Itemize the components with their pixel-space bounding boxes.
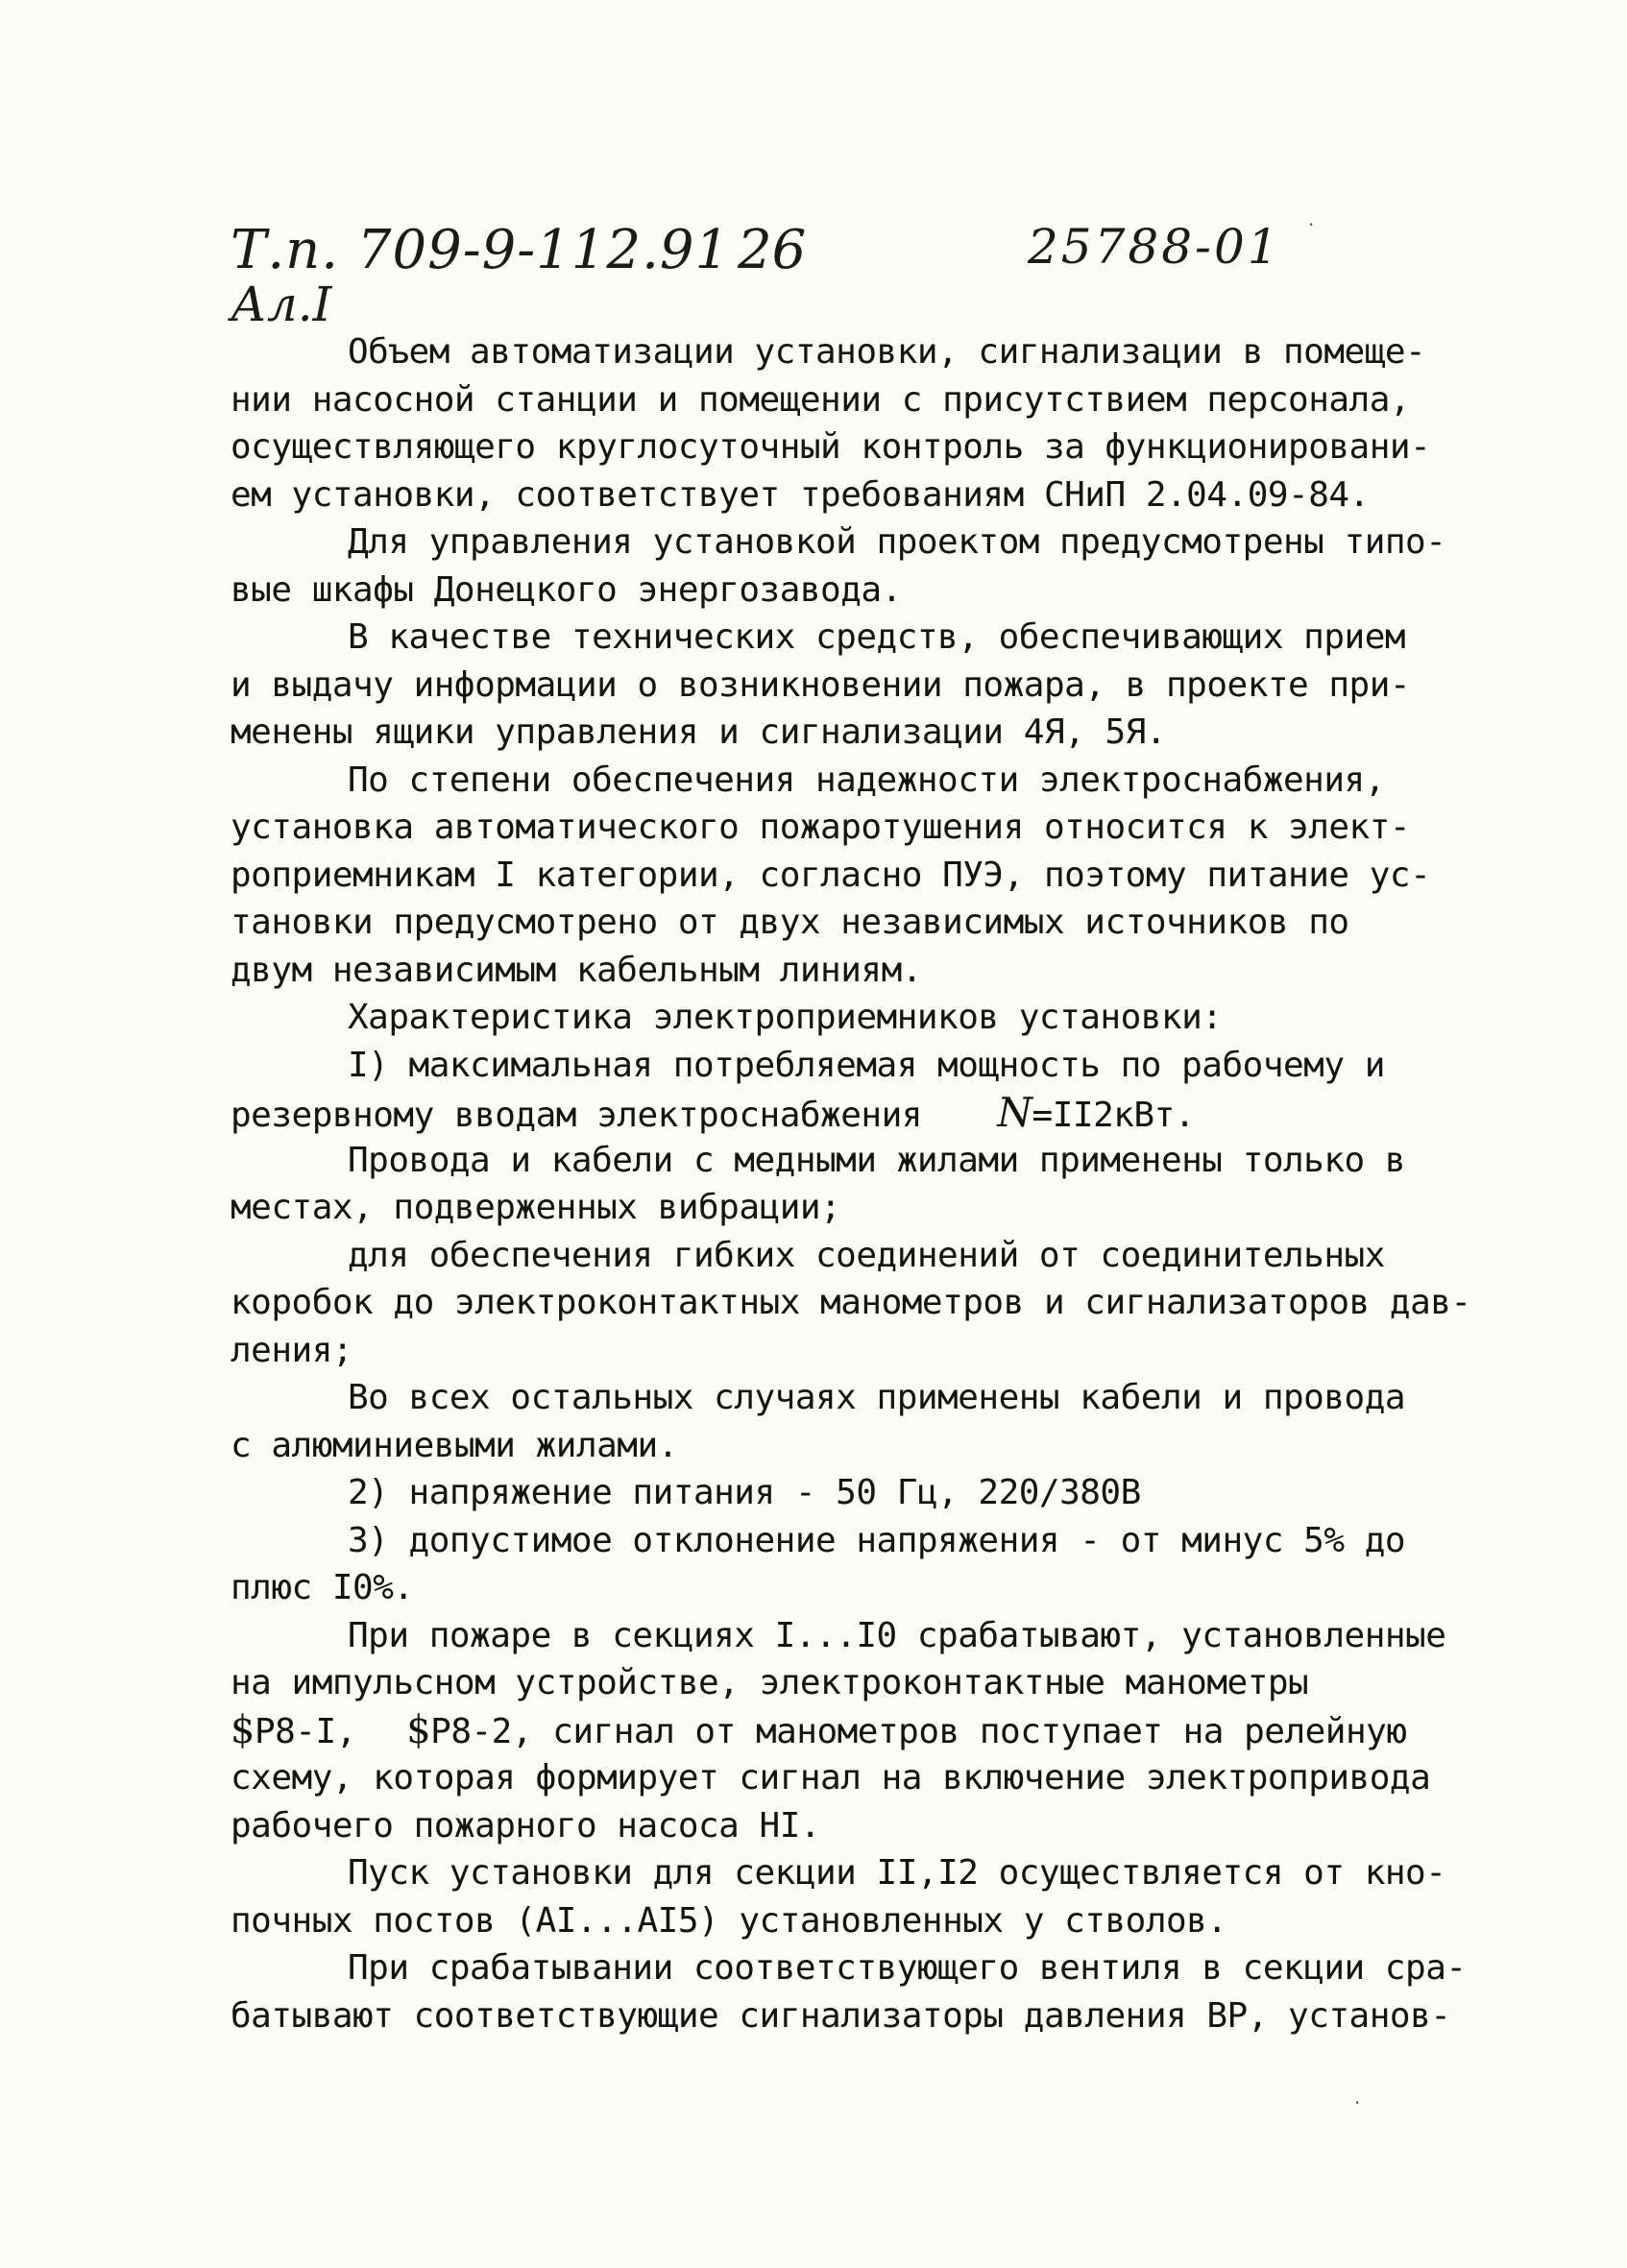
text-line: В качестве технических средств, обеспечивающих прием (348, 617, 1406, 657)
text-line: ем установки, соответствует требованиям СНиП 2.04.09-84. (231, 474, 1370, 515)
manometer-glyph: $ (231, 1707, 255, 1752)
text-line: вые шкафы Донецкого энергозавода. (231, 569, 902, 610)
text-line: нии насосной станции и помещении с присутствием персонала, (231, 379, 1411, 420)
text-line: По степени обеспечения надежности электроснабжения, (348, 760, 1385, 800)
power-line (231, 1089, 1402, 1137)
text-line: батывают соответствующие сигнализаторы давления ВР, установ- (231, 1995, 1451, 2036)
page-number: 26 (738, 219, 807, 281)
text-line: Во всех остальных случаях применены кабели и провода (348, 1378, 1406, 1417)
text-line: на импульсном устройстве, электроконтактные манометры (231, 1663, 1309, 1702)
manometer-label-1: Р8-I, (254, 1711, 356, 1751)
project-designation: Т.п. 709-9-112.91 (231, 219, 731, 281)
text-line: I) максимальная потребляемая мощность по рабочему и (348, 1045, 1385, 1085)
text-line: установка автоматического пожаротушения относится к элект- (231, 808, 1411, 847)
text-line: Для управления установкой проектом предусмотрены типо- (348, 522, 1446, 562)
text-line: рабочего пожарного насоса НI. (231, 1805, 821, 1846)
text-line: тановки предусмотрено от двух независимых источников по (231, 903, 1349, 942)
text-line: и выдачу информации о возникновении пожара, в проекте при- (231, 664, 1411, 705)
manometer-label-2: Р8-2, сигнал от манометров поступает на релейную (430, 1711, 1407, 1751)
text-line: схему, которая формирует сигнал на включение электропривода (231, 1758, 1431, 1798)
text-line: ления; (231, 1330, 353, 1370)
body-text (231, 328, 1471, 2039)
text-line: плюс I0%. (231, 1568, 414, 1607)
manometer-glyph: $ (406, 1707, 431, 1752)
power-symbol: N (997, 1089, 1032, 1136)
text-line: Объем автоматизации установки, сигнализации в помеще- (348, 332, 1426, 372)
text-line: При срабатывании соответствующего вентиля в секции сра- (348, 1948, 1467, 1988)
text-line: Пуск установки для секции II,I2 осуществляется от кно- (348, 1853, 1446, 1893)
text-line: При пожаре в секциях I...I0 срабатывают, установленные (348, 1615, 1446, 1655)
text-line: 2) напряжение питания - 50 Гц, 220/380В (348, 1473, 1141, 1512)
text-line: почных постов (АI...АI5) установленных у стволов. (231, 1900, 1227, 1941)
scan-dot: · (1354, 2091, 1361, 2114)
text-line: двум независимым кабельным линиям. (231, 950, 922, 990)
text-line: Характеристика электроприемников установки: (348, 998, 1223, 1037)
text-line: местах, подверженных вибрации; (231, 1188, 841, 1227)
scan-dot: · (1308, 213, 1315, 236)
text-line: коробок до электроконтактных манометров и сигнализаторов дав- (231, 1283, 1471, 1322)
power-text: резервному вводам электроснабжения (231, 1096, 922, 1135)
text-line: роприемникам I категории, согласно ПУЭ, поэтому питание ус- (231, 855, 1431, 895)
text-line: менены ящики управления и сигнализации 4Я, 5Я. (231, 712, 1166, 752)
manometer-line (231, 1707, 1407, 1755)
text-line: для обеспечения гибких соединений от соединительных (348, 1235, 1385, 1275)
text-line: осуществляющего круглосуточный контроль за функционировани- (231, 427, 1431, 467)
text-line: с алюминиевыми жилами. (231, 1425, 678, 1465)
text-line: Провода и кабели с медными жилами применены только в (348, 1140, 1406, 1180)
text-line: 3) допустимое отклонение напряжения - от минус 5% до (348, 1520, 1406, 1560)
power-value: =II2кВт. (1032, 1096, 1195, 1135)
document-header (0, 0, 1627, 332)
sheet-label: Ал.I (231, 277, 332, 332)
document-number: 25788-01 (1028, 219, 1281, 275)
